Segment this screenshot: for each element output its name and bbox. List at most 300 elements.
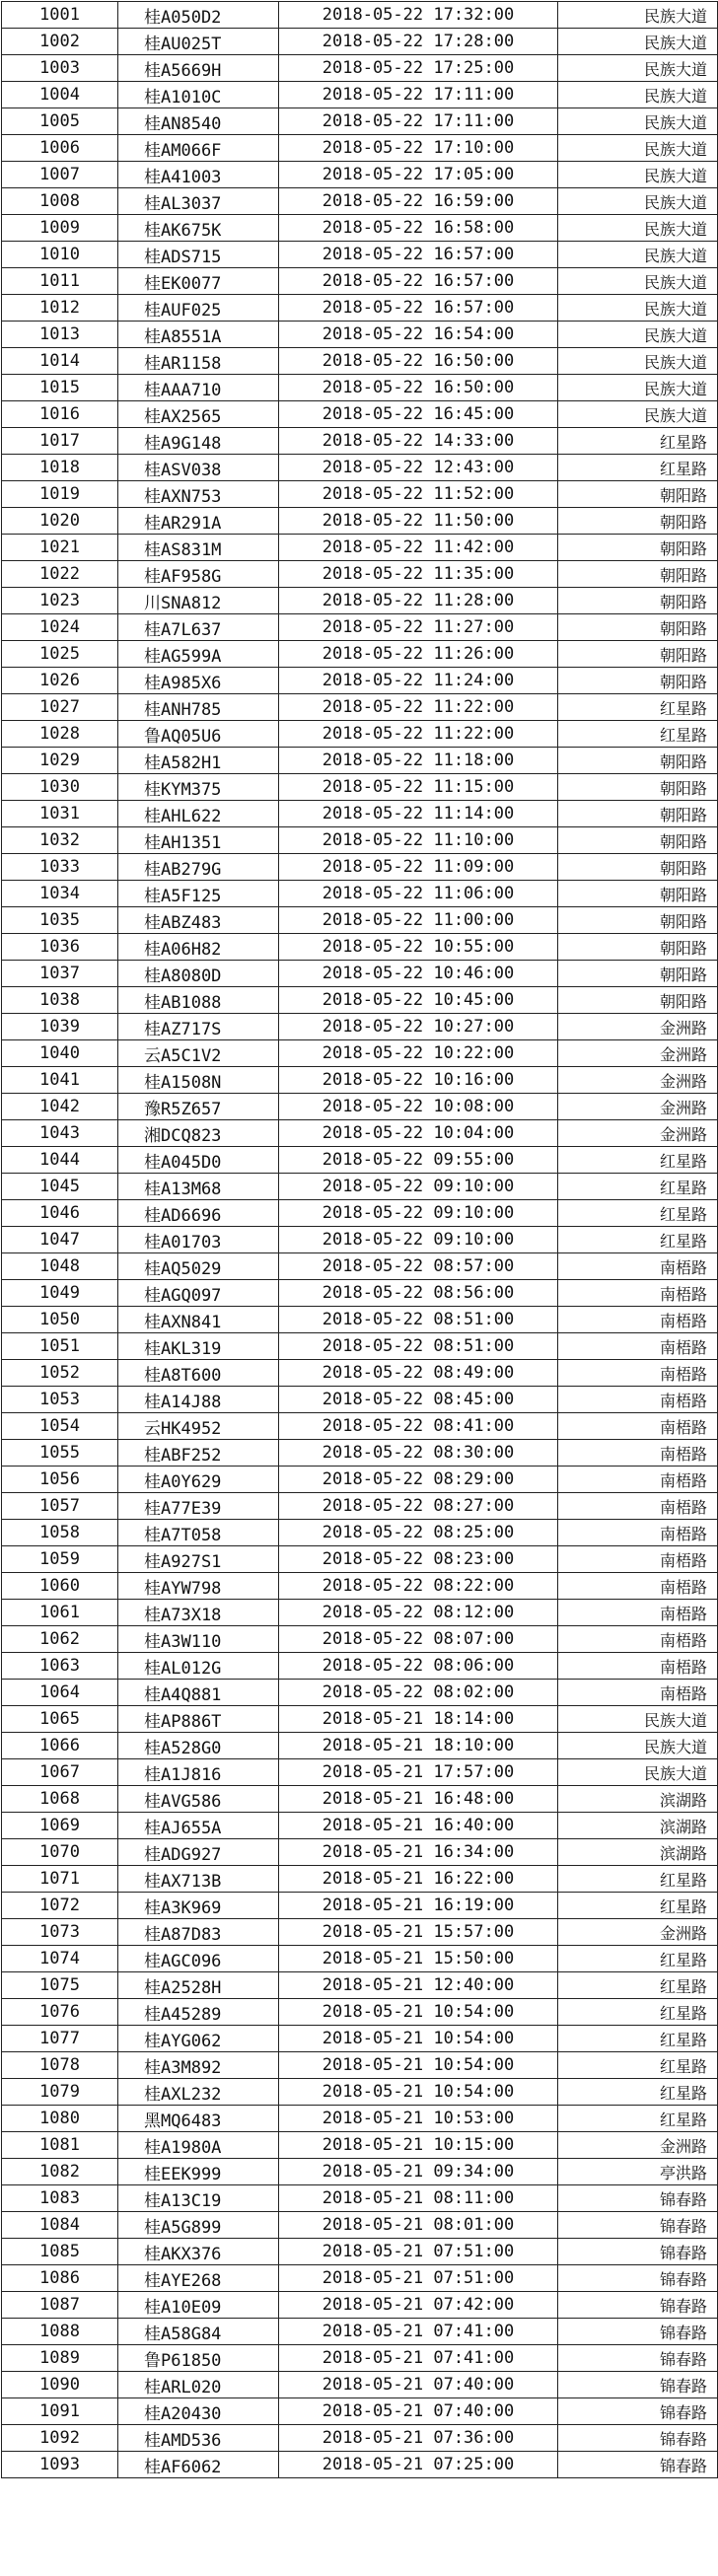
record-number-cell: 1029 (2, 748, 118, 774)
plate-number-cell: 桂AN8540 (118, 108, 279, 135)
road-name-cell: 锦春路 (558, 2319, 718, 2345)
datetime-cell: 2018-05-22 11:14:00 (279, 801, 558, 827)
record-number-cell: 1025 (2, 641, 118, 668)
datetime-cell: 2018-05-21 16:19:00 (279, 1893, 558, 1919)
record-number-cell: 1072 (2, 1893, 118, 1919)
road-name-cell: 锦春路 (558, 2265, 718, 2292)
road-name-cell: 民族大道 (558, 29, 718, 55)
record-number-cell: 1049 (2, 1280, 118, 1307)
record-number-cell: 1002 (2, 29, 118, 55)
table-row (2, 108, 718, 135)
table-row (2, 1520, 718, 1546)
record-number-cell: 1069 (2, 1813, 118, 1839)
table-row (2, 2452, 718, 2478)
datetime-cell: 2018-05-22 11:27:00 (279, 614, 558, 641)
record-number-cell: 1012 (2, 295, 118, 322)
record-number-cell: 1083 (2, 2185, 118, 2212)
plate-number-cell: 桂A1508N (118, 1067, 279, 1094)
road-name-cell: 锦春路 (558, 2345, 718, 2372)
plate-number-cell: 湘DCQ823 (118, 1120, 279, 1147)
table-row (2, 322, 718, 348)
record-number-cell: 1035 (2, 907, 118, 934)
record-number-cell: 1062 (2, 1626, 118, 1653)
table-row (2, 1280, 718, 1307)
plate-number-cell: 桂AM066F (118, 135, 279, 162)
road-name-cell: 金洲路 (558, 1094, 718, 1120)
table-row (2, 1014, 718, 1040)
table-row (2, 401, 718, 428)
road-name-cell: 朝阳路 (558, 561, 718, 588)
datetime-cell: 2018-05-21 09:34:00 (279, 2159, 558, 2185)
datetime-cell: 2018-05-21 15:57:00 (279, 1919, 558, 1946)
road-name-cell: 民族大道 (558, 1706, 718, 1733)
datetime-cell: 2018-05-22 16:54:00 (279, 322, 558, 348)
record-number-cell: 1027 (2, 694, 118, 721)
datetime-cell: 2018-05-21 16:22:00 (279, 1866, 558, 1893)
plate-number-cell: 桂KYM375 (118, 774, 279, 801)
datetime-cell: 2018-05-22 08:41:00 (279, 1413, 558, 1440)
record-number-cell: 1034 (2, 881, 118, 907)
table-row (2, 1094, 718, 1120)
table-row (2, 268, 718, 295)
record-number-cell: 1001 (2, 2, 118, 29)
table-row (2, 1546, 718, 1573)
table-row (2, 2292, 718, 2319)
road-name-cell: 亭洪路 (558, 2159, 718, 2185)
plate-number-cell: 桂AAA710 (118, 375, 279, 401)
plate-number-cell: 桂A5F125 (118, 881, 279, 907)
record-number-cell: 1009 (2, 215, 118, 242)
plate-number-cell: 桂AQ5029 (118, 1253, 279, 1280)
plate-number-cell: 桂A1010C (118, 82, 279, 108)
record-number-cell: 1063 (2, 1653, 118, 1680)
datetime-cell: 2018-05-22 16:57:00 (279, 295, 558, 322)
record-number-cell: 1086 (2, 2265, 118, 2292)
record-number-cell: 1052 (2, 1360, 118, 1387)
road-name-cell: 金洲路 (558, 2132, 718, 2159)
plate-number-cell: 桂A8080D (118, 961, 279, 987)
road-name-cell: 锦春路 (558, 2185, 718, 2212)
table-row (2, 1893, 718, 1919)
road-name-cell: 南梧路 (558, 1493, 718, 1520)
record-number-cell: 1084 (2, 2212, 118, 2239)
plate-number-cell: 桂ABZ483 (118, 907, 279, 934)
record-number-cell: 1053 (2, 1387, 118, 1413)
table-row (2, 1573, 718, 1600)
record-number-cell: 1050 (2, 1307, 118, 1333)
table-row (2, 188, 718, 215)
datetime-cell: 2018-05-22 11:24:00 (279, 668, 558, 694)
record-number-cell: 1006 (2, 135, 118, 162)
table-row (2, 1706, 718, 1733)
table-row (2, 1040, 718, 1067)
road-name-cell: 民族大道 (558, 2, 718, 29)
plate-number-cell: 桂A73X18 (118, 1600, 279, 1626)
datetime-cell: 2018-05-22 10:16:00 (279, 1067, 558, 1094)
record-number-cell: 1026 (2, 668, 118, 694)
record-number-cell: 1061 (2, 1600, 118, 1626)
table-row (2, 1680, 718, 1706)
plate-number-cell: 鲁P61850 (118, 2345, 279, 2372)
record-number-cell: 1067 (2, 1759, 118, 1786)
road-name-cell: 红星路 (558, 1999, 718, 2026)
road-name-cell: 南梧路 (558, 1520, 718, 1546)
record-number-cell: 1041 (2, 1067, 118, 1094)
table-row (2, 162, 718, 188)
record-number-cell: 1066 (2, 1733, 118, 1759)
road-name-cell: 朝阳路 (558, 481, 718, 508)
record-number-cell: 1058 (2, 1520, 118, 1546)
plate-number-cell: 桂A3M892 (118, 2052, 279, 2079)
table-row (2, 801, 718, 827)
table-row (2, 1307, 718, 1333)
road-name-cell: 锦春路 (558, 2239, 718, 2265)
datetime-cell: 2018-05-22 10:22:00 (279, 1040, 558, 1067)
datetime-cell: 2018-05-21 07:51:00 (279, 2265, 558, 2292)
table-row (2, 1200, 718, 1227)
table-row (2, 1600, 718, 1626)
record-number-cell: 1087 (2, 2292, 118, 2319)
road-name-cell: 红星路 (558, 1200, 718, 1227)
datetime-cell: 2018-05-21 10:54:00 (279, 2079, 558, 2106)
plate-number-cell: 桂AJ655A (118, 1813, 279, 1839)
road-name-cell: 民族大道 (558, 242, 718, 268)
datetime-cell: 2018-05-21 07:40:00 (279, 2398, 558, 2425)
plate-number-cell: 桂A01703 (118, 1227, 279, 1253)
table-row (2, 2079, 718, 2106)
datetime-cell: 2018-05-22 17:10:00 (279, 135, 558, 162)
plate-number-cell: 桂AR1158 (118, 348, 279, 375)
plate-number-cell: 桂A8T600 (118, 1360, 279, 1387)
plate-number-cell: 桂A77E39 (118, 1493, 279, 1520)
road-name-cell: 红星路 (558, 1147, 718, 1174)
plate-number-cell: 桂AU025T (118, 29, 279, 55)
table-row (2, 2239, 718, 2265)
plate-number-cell: 桂A528G0 (118, 1733, 279, 1759)
datetime-cell: 2018-05-22 08:12:00 (279, 1600, 558, 1626)
road-name-cell: 红星路 (558, 1174, 718, 1200)
table-row (2, 1333, 718, 1360)
record-number-cell: 1042 (2, 1094, 118, 1120)
plate-number-cell: 桂A20430 (118, 2398, 279, 2425)
record-number-cell: 1043 (2, 1120, 118, 1147)
datetime-cell: 2018-05-22 12:43:00 (279, 455, 558, 481)
table-row (2, 1120, 718, 1147)
plate-number-cell: 桂ASV038 (118, 455, 279, 481)
datetime-cell: 2018-05-21 07:41:00 (279, 2319, 558, 2345)
table-row (2, 375, 718, 401)
road-name-cell: 朝阳路 (558, 614, 718, 641)
plate-number-cell: 桂A2528H (118, 1972, 279, 1999)
datetime-cell: 2018-05-21 10:54:00 (279, 1999, 558, 2026)
datetime-cell: 2018-05-22 08:25:00 (279, 1520, 558, 1546)
record-number-cell: 1054 (2, 1413, 118, 1440)
record-number-cell: 1017 (2, 428, 118, 455)
datetime-cell: 2018-05-22 17:32:00 (279, 2, 558, 29)
table-row (2, 1147, 718, 1174)
record-number-cell: 1055 (2, 1440, 118, 1467)
table-row (2, 295, 718, 322)
road-name-cell: 朝阳路 (558, 535, 718, 561)
road-name-cell: 朝阳路 (558, 748, 718, 774)
datetime-cell: 2018-05-21 07:36:00 (279, 2425, 558, 2452)
record-number-cell: 1014 (2, 348, 118, 375)
table-row (2, 535, 718, 561)
record-number-cell: 1074 (2, 1946, 118, 1972)
road-name-cell: 朝阳路 (558, 881, 718, 907)
road-name-cell: 锦春路 (558, 2372, 718, 2398)
plate-number-cell: 桂A9G148 (118, 428, 279, 455)
table-row (2, 135, 718, 162)
datetime-cell: 2018-05-22 08:51:00 (279, 1307, 558, 1333)
road-name-cell: 红星路 (558, 1946, 718, 1972)
record-number-cell: 1013 (2, 322, 118, 348)
plate-number-cell: 桂ADG927 (118, 1839, 279, 1866)
plate-number-cell: 桂AXN841 (118, 1307, 279, 1333)
table-row (2, 1626, 718, 1653)
table-row (2, 481, 718, 508)
record-number-cell: 1010 (2, 242, 118, 268)
road-name-cell: 民族大道 (558, 1733, 718, 1759)
plate-number-cell: 桂AX2565 (118, 401, 279, 428)
table-row (2, 721, 718, 748)
road-name-cell: 朝阳路 (558, 641, 718, 668)
plate-number-cell: 桂AB1088 (118, 987, 279, 1014)
record-number-cell: 1089 (2, 2345, 118, 2372)
table-row (2, 508, 718, 535)
plate-number-cell: 桂A5G899 (118, 2212, 279, 2239)
plate-number-cell: 桂AD6696 (118, 1200, 279, 1227)
datetime-cell: 2018-05-22 17:28:00 (279, 29, 558, 55)
record-number-cell: 1093 (2, 2452, 118, 2478)
plate-number-cell: 桂A13C19 (118, 2185, 279, 2212)
road-name-cell: 锦春路 (558, 2292, 718, 2319)
road-name-cell: 滨湖路 (558, 1786, 718, 1813)
record-number-cell: 1023 (2, 588, 118, 614)
road-name-cell: 南梧路 (558, 1546, 718, 1573)
plate-number-cell: 桂AKX376 (118, 2239, 279, 2265)
plate-number-cell: 桂A7L637 (118, 614, 279, 641)
record-number-cell: 1037 (2, 961, 118, 987)
road-name-cell: 民族大道 (558, 135, 718, 162)
record-number-cell: 1008 (2, 188, 118, 215)
datetime-cell: 2018-05-22 10:04:00 (279, 1120, 558, 1147)
plate-number-cell: 桂AYG062 (118, 2026, 279, 2052)
road-name-cell: 南梧路 (558, 1626, 718, 1653)
road-name-cell: 朝阳路 (558, 987, 718, 1014)
plate-number-cell: 桂ARL020 (118, 2372, 279, 2398)
datetime-cell: 2018-05-22 08:22:00 (279, 1573, 558, 1600)
datetime-cell: 2018-05-22 17:05:00 (279, 162, 558, 188)
plate-number-cell: 桂ANH785 (118, 694, 279, 721)
datetime-cell: 2018-05-22 14:33:00 (279, 428, 558, 455)
plate-number-cell: 黑MQ6483 (118, 2106, 279, 2132)
datetime-cell: 2018-05-22 10:46:00 (279, 961, 558, 987)
table-row (2, 1493, 718, 1520)
plate-number-cell: 桂A985X6 (118, 668, 279, 694)
plate-number-cell: 桂A927S1 (118, 1546, 279, 1573)
table-row (2, 2265, 718, 2292)
plate-number-cell: 云A5C1V2 (118, 1040, 279, 1067)
road-name-cell: 民族大道 (558, 401, 718, 428)
table-row (2, 2106, 718, 2132)
datetime-cell: 2018-05-22 08:49:00 (279, 1360, 558, 1387)
datetime-cell: 2018-05-22 11:28:00 (279, 588, 558, 614)
datetime-cell: 2018-05-21 10:15:00 (279, 2132, 558, 2159)
record-number-cell: 1073 (2, 1919, 118, 1946)
table-row (2, 1174, 718, 1200)
datetime-cell: 2018-05-21 10:54:00 (279, 2052, 558, 2079)
road-name-cell: 朝阳路 (558, 854, 718, 881)
record-number-cell: 1078 (2, 2052, 118, 2079)
record-number-cell: 1020 (2, 508, 118, 535)
plate-number-cell: 桂AXL232 (118, 2079, 279, 2106)
plate-number-cell: 桂A050D2 (118, 2, 279, 29)
datetime-cell: 2018-05-22 17:25:00 (279, 55, 558, 82)
table-row (2, 827, 718, 854)
table-row (2, 1759, 718, 1786)
datetime-cell: 2018-05-22 09:55:00 (279, 1147, 558, 1174)
record-number-cell: 1090 (2, 2372, 118, 2398)
table-row (2, 2425, 718, 2452)
table-row (2, 987, 718, 1014)
table-row (2, 1972, 718, 1999)
road-name-cell: 南梧路 (558, 1413, 718, 1440)
plate-number-cell: 桂AF958G (118, 561, 279, 588)
datetime-cell: 2018-05-22 08:29:00 (279, 1467, 558, 1493)
table-row (2, 774, 718, 801)
road-name-cell: 金洲路 (558, 1067, 718, 1094)
datetime-cell: 2018-05-22 16:57:00 (279, 268, 558, 295)
table-row (2, 1360, 718, 1387)
table-row (2, 2345, 718, 2372)
record-number-cell: 1048 (2, 1253, 118, 1280)
plate-number-cell: 桂AG599A (118, 641, 279, 668)
record-number-cell: 1031 (2, 801, 118, 827)
road-name-cell: 滨湖路 (558, 1839, 718, 1866)
plate-number-cell: 桂AK675K (118, 215, 279, 242)
plate-number-cell: 桂AGC096 (118, 1946, 279, 1972)
datetime-cell: 2018-05-22 08:45:00 (279, 1387, 558, 1413)
table-row (2, 2052, 718, 2079)
datetime-cell: 2018-05-22 10:45:00 (279, 987, 558, 1014)
table-body (2, 2, 718, 2478)
table-row (2, 1866, 718, 1893)
road-name-cell: 金洲路 (558, 1040, 718, 1067)
table-row (2, 1653, 718, 1680)
road-name-cell: 民族大道 (558, 215, 718, 242)
datetime-cell: 2018-05-22 11:22:00 (279, 721, 558, 748)
road-name-cell: 南梧路 (558, 1653, 718, 1680)
datetime-cell: 2018-05-22 08:57:00 (279, 1253, 558, 1280)
datetime-cell: 2018-05-22 08:56:00 (279, 1280, 558, 1307)
road-name-cell: 朝阳路 (558, 934, 718, 961)
plate-number-cell: 桂A06H82 (118, 934, 279, 961)
road-name-cell: 民族大道 (558, 375, 718, 401)
plate-number-cell: 桂A0Y629 (118, 1467, 279, 1493)
plate-number-cell: 桂A3W110 (118, 1626, 279, 1653)
plate-number-cell: 桂A045D0 (118, 1147, 279, 1174)
datetime-cell: 2018-05-21 07:40:00 (279, 2372, 558, 2398)
plate-number-cell: 桂AL3037 (118, 188, 279, 215)
datetime-cell: 2018-05-22 11:42:00 (279, 535, 558, 561)
record-number-cell: 1047 (2, 1227, 118, 1253)
table-row (2, 2398, 718, 2425)
record-number-cell: 1028 (2, 721, 118, 748)
table-row (2, 881, 718, 907)
record-number-cell: 1038 (2, 987, 118, 1014)
record-number-cell: 1065 (2, 1706, 118, 1733)
record-number-cell: 1036 (2, 934, 118, 961)
table-row (2, 1733, 718, 1759)
plate-number-cell: 桂A45289 (118, 1999, 279, 2026)
road-name-cell: 红星路 (558, 721, 718, 748)
datetime-cell: 2018-05-21 16:48:00 (279, 1786, 558, 1813)
table-row (2, 428, 718, 455)
road-name-cell: 民族大道 (558, 1759, 718, 1786)
datetime-cell: 2018-05-22 16:59:00 (279, 188, 558, 215)
datetime-cell: 2018-05-21 08:11:00 (279, 2185, 558, 2212)
table-row (2, 2159, 718, 2185)
plate-number-cell: 桂AS831M (118, 535, 279, 561)
datetime-cell: 2018-05-22 11:10:00 (279, 827, 558, 854)
road-name-cell: 朝阳路 (558, 961, 718, 987)
plate-number-cell: 桂ADS715 (118, 242, 279, 268)
road-name-cell: 民族大道 (558, 268, 718, 295)
record-number-cell: 1033 (2, 854, 118, 881)
record-number-cell: 1024 (2, 614, 118, 641)
table-row (2, 614, 718, 641)
table-row (2, 961, 718, 987)
road-name-cell: 朝阳路 (558, 801, 718, 827)
road-name-cell: 红星路 (558, 1227, 718, 1253)
record-number-cell: 1081 (2, 2132, 118, 2159)
datetime-cell: 2018-05-22 08:07:00 (279, 1626, 558, 1653)
road-name-cell: 锦春路 (558, 2425, 718, 2452)
record-number-cell: 1018 (2, 455, 118, 481)
table-row (2, 1467, 718, 1493)
plate-number-cell: 桂A1J816 (118, 1759, 279, 1786)
record-number-cell: 1032 (2, 827, 118, 854)
road-name-cell: 南梧路 (558, 1360, 718, 1387)
record-number-cell: 1085 (2, 2239, 118, 2265)
plate-number-cell: 川SNA812 (118, 588, 279, 614)
table-row (2, 588, 718, 614)
table-row (2, 668, 718, 694)
datetime-cell: 2018-05-22 11:18:00 (279, 748, 558, 774)
table-row (2, 1919, 718, 1946)
datetime-cell: 2018-05-22 08:23:00 (279, 1546, 558, 1573)
datetime-cell: 2018-05-21 07:51:00 (279, 2239, 558, 2265)
table-row (2, 694, 718, 721)
record-number-cell: 1068 (2, 1786, 118, 1813)
plate-number-cell: 桂EEK999 (118, 2159, 279, 2185)
record-number-cell: 1077 (2, 2026, 118, 2052)
road-name-cell: 锦春路 (558, 2212, 718, 2239)
datetime-cell: 2018-05-22 08:30:00 (279, 1440, 558, 1467)
datetime-cell: 2018-05-22 16:50:00 (279, 348, 558, 375)
plate-number-cell: 桂AMD536 (118, 2425, 279, 2452)
table-row (2, 455, 718, 481)
record-number-cell: 1064 (2, 1680, 118, 1706)
road-name-cell: 金洲路 (558, 1014, 718, 1040)
table-row (2, 1387, 718, 1413)
plate-number-cell: 桂A13M68 (118, 1174, 279, 1200)
road-name-cell: 红星路 (558, 2106, 718, 2132)
datetime-cell: 2018-05-21 16:40:00 (279, 1813, 558, 1839)
datetime-cell: 2018-05-22 08:06:00 (279, 1653, 558, 1680)
road-name-cell: 民族大道 (558, 82, 718, 108)
